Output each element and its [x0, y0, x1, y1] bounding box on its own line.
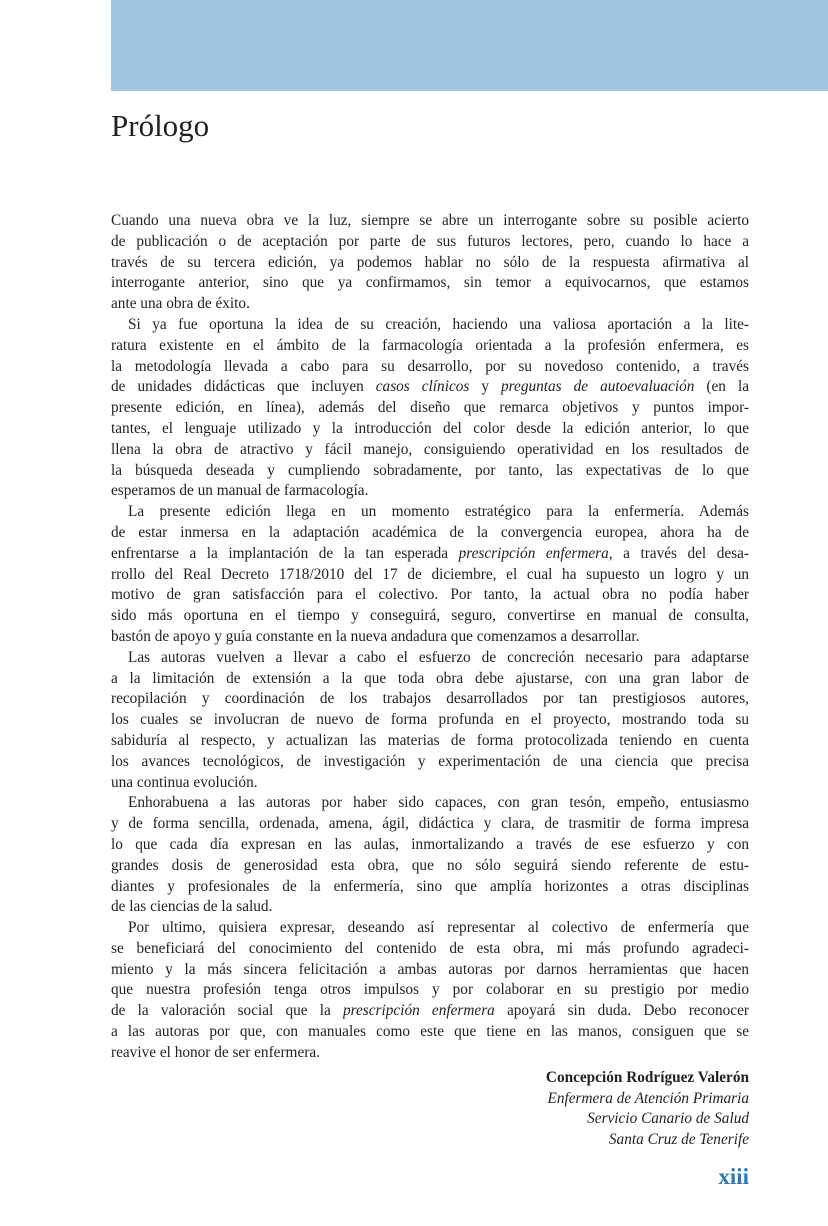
- text-line: [111, 461, 749, 482]
- text-line: [111, 440, 749, 461]
- text-line: [111, 544, 749, 565]
- text-segment: la búsqueda deseada y cumpliendo sobradamente, por tanto, las expectativas de lo que: [111, 461, 749, 479]
- text-line: [111, 523, 749, 544]
- text-line: [111, 897, 749, 918]
- text-line: [111, 419, 749, 440]
- text-segment: de unidades didácticas que incluyen: [111, 378, 376, 396]
- text-segment: Cuando una nueva obra ve la luz, siempre se abre un interrogante sobre su posible acierto: [111, 212, 749, 229]
- text-line: [111, 585, 749, 606]
- text-segment: se beneficiará del conocimiento del contenido de esta obra, mi más profundo agradeci-: [111, 939, 749, 957]
- text-line: [111, 1043, 749, 1064]
- page-title: Prólogo: [111, 108, 210, 143]
- paragraph: [111, 211, 749, 315]
- text-segment: diantes y profesionales de la enfermería, sino que amplía horizontes a otras disciplinas: [111, 877, 749, 895]
- text-segment: ratura existente en el ámbito de la farmacología orientada a la profesión enfermera, es: [111, 336, 749, 354]
- text-segment: motivo de gran satisfacción para el colectivo. Por tanto, la actual obra no podía haber: [111, 586, 749, 604]
- text-segment: ante una obra de éxito.: [111, 295, 250, 313]
- italic-text: prescripción enfermera,: [458, 544, 613, 562]
- paragraph: [111, 315, 749, 502]
- text-segment: a la limitación de extensión a la que toda obra debe ajustarse, con una gran labor de: [111, 669, 749, 687]
- header-color-band: [111, 0, 828, 91]
- text-line: [111, 377, 749, 398]
- signature-name: Concepción Rodríguez Valerón: [545, 1069, 749, 1086]
- text-segment: apoyará sin duda. Debo reconocer: [494, 1002, 749, 1020]
- prologue-body: [111, 211, 749, 1064]
- text-segment: rrollo del Real Decreto 1718/2010 del 17 de diciembre, el cual ha supuesto un logro y un: [111, 565, 749, 583]
- text-line: [111, 357, 749, 378]
- text-segment: a las autoras por que, con manuales como este que tiene en las manos, consiguen que se: [111, 1023, 749, 1041]
- text-segment: que nuestra profesión tenga otros impulsos y por colaborar en su prestigio por medio: [111, 981, 749, 999]
- text-segment: a través del desa-: [612, 544, 749, 562]
- text-segment: y de forma sencilla, ordenada, amena, ágil, didáctica y clara, de trasmitir de forma impresa: [111, 815, 749, 833]
- text-segment: presente edición, en línea), además del diseño que remarca objetivos y puntos impor-: [111, 399, 749, 417]
- signature-location: Santa Cruz de Tenerife: [608, 1130, 749, 1148]
- text-line: [111, 627, 749, 648]
- text-segment: y: [469, 378, 502, 396]
- text-line: [111, 980, 749, 1001]
- text-line: [111, 502, 749, 523]
- text-segment: la metodología llevada a cabo para su desarrollo, por su novedoso contenido, a través: [111, 357, 749, 375]
- text-line: [111, 939, 749, 960]
- text-line: [111, 336, 749, 357]
- signature-role: Enfermera de Atención Primaria: [547, 1089, 749, 1107]
- text-line: [111, 689, 749, 710]
- text-line: [111, 315, 749, 336]
- text-line: [111, 253, 749, 274]
- text-line: [111, 565, 749, 586]
- text-line: [111, 918, 749, 939]
- text-line: [111, 731, 749, 752]
- text-segment: bastón de apoyo y guía constante en la nueva andadura que comenzamos a desarrollar.: [111, 627, 640, 645]
- signature-organization: Servicio Canario de Salud: [587, 1110, 749, 1127]
- text-line: [111, 877, 749, 898]
- text-segment: La presente edición llega en un momento estratégico para la enfermería. Además: [128, 503, 749, 521]
- text-segment: recopilación y coordinación de los trabajos desarrollados por tan prestigiosos autores,: [111, 690, 749, 708]
- text-line: [111, 273, 749, 294]
- paragraph: [111, 502, 749, 648]
- text-segment: interrogante anterior, sino que ya confirmamos, sin temor a equivocarnos, que estamos: [111, 274, 749, 292]
- text-segment: los cuales se involucran de nuevo de forma profunda en el proyecto, mostrando toda su: [111, 711, 749, 729]
- paragraph: [111, 793, 749, 918]
- text-segment: de estar inmersa en la adaptación académica de la convergencia europea, ahora ha de: [111, 523, 749, 541]
- paragraph: [111, 918, 749, 1064]
- text-segment: Enhorabuena a las autoras por haber sido capaces, con gran tesón, empeño, entusiasmo: [128, 794, 749, 812]
- text-segment: los avances tecnológicos, de investigación y experimentación de una ciencia que precisa: [111, 752, 749, 770]
- text-line: [111, 773, 749, 794]
- text-segment: Las autoras vuelven a llevar a cabo el esfuerzo de concreción necesario para adaptarse: [128, 648, 749, 666]
- text-line: [111, 1022, 749, 1043]
- text-line: [111, 648, 749, 669]
- text-line: [111, 1001, 749, 1022]
- italic-text: casos clínicos: [375, 378, 470, 396]
- text-line: [111, 793, 749, 814]
- text-line: [111, 710, 749, 731]
- text-line: [111, 856, 749, 877]
- text-segment: de la valoración social que la: [111, 1002, 343, 1020]
- text-line: [111, 232, 749, 253]
- text-segment: tantes, el lenguaje utilizado y la introducción del color desde la edición anterior, lo que: [111, 419, 749, 437]
- text-segment: llena la obra de atractivo y fácil manejo, consiguiendo operatividad en los resultados de: [111, 440, 749, 458]
- text-line: [111, 398, 749, 419]
- text-line: [111, 835, 749, 856]
- page-number: xiii: [718, 1164, 749, 1189]
- text-line: [111, 211, 749, 232]
- text-line: [111, 481, 749, 502]
- text-segment: reavive el honor de ser enfermera.: [111, 1043, 320, 1061]
- text-segment: enfrentarse a la implantación de la tan esperada: [111, 544, 459, 562]
- text-line: [111, 814, 749, 835]
- text-segment: esperamos de un manual de farmacología.: [111, 482, 369, 500]
- italic-text: preguntas de autoevaluación: [501, 378, 695, 396]
- text-segment: sido más oportuna en el tiempo y conseguirá, seguro, convertirse en manual de consulta,: [111, 607, 749, 625]
- text-segment: grandes dosis de generosidad esta obra, que no sólo seguirá siendo referente de estu-: [111, 856, 749, 874]
- text-line: [111, 669, 749, 690]
- text-line: [111, 752, 749, 773]
- text-segment: miento y la más sincera felicitación a ambas autoras por darnos herramientas que hacen: [111, 960, 749, 978]
- signature-block: [546, 1068, 749, 1150]
- text-segment: una continua evolución.: [111, 773, 258, 791]
- text-segment: sabiduría al respecto, y actualizan las materias de forma protocolizada teniendo en cuenta: [111, 731, 749, 749]
- text-segment: de publicación o de aceptación por parte de sus futuros lectores, pero, cuando lo hace a: [111, 232, 749, 250]
- text-line: [111, 294, 749, 315]
- text-segment: través de su tercera edición, ya podemos hablar no sólo de la respuesta afirmativa al: [111, 253, 749, 271]
- text-segment: de las ciencias de la salud.: [111, 898, 273, 916]
- italic-text: prescripción enfermera: [342, 1002, 495, 1020]
- text-segment: lo que cada día expresan en las aulas, inmortalizando a través de ese esfuerzo y con: [111, 835, 749, 853]
- paragraph: [111, 648, 749, 794]
- text-segment: Por ultimo, quisiera expresar, deseando así representar al colectivo de enfermería que: [128, 919, 749, 937]
- text-line: [111, 960, 749, 981]
- text-line: [111, 606, 749, 627]
- text-segment: (en la: [694, 378, 749, 396]
- text-segment: Si ya fue oportuna la idea de su creación, haciendo una valiosa aportación a la lite-: [128, 315, 749, 333]
